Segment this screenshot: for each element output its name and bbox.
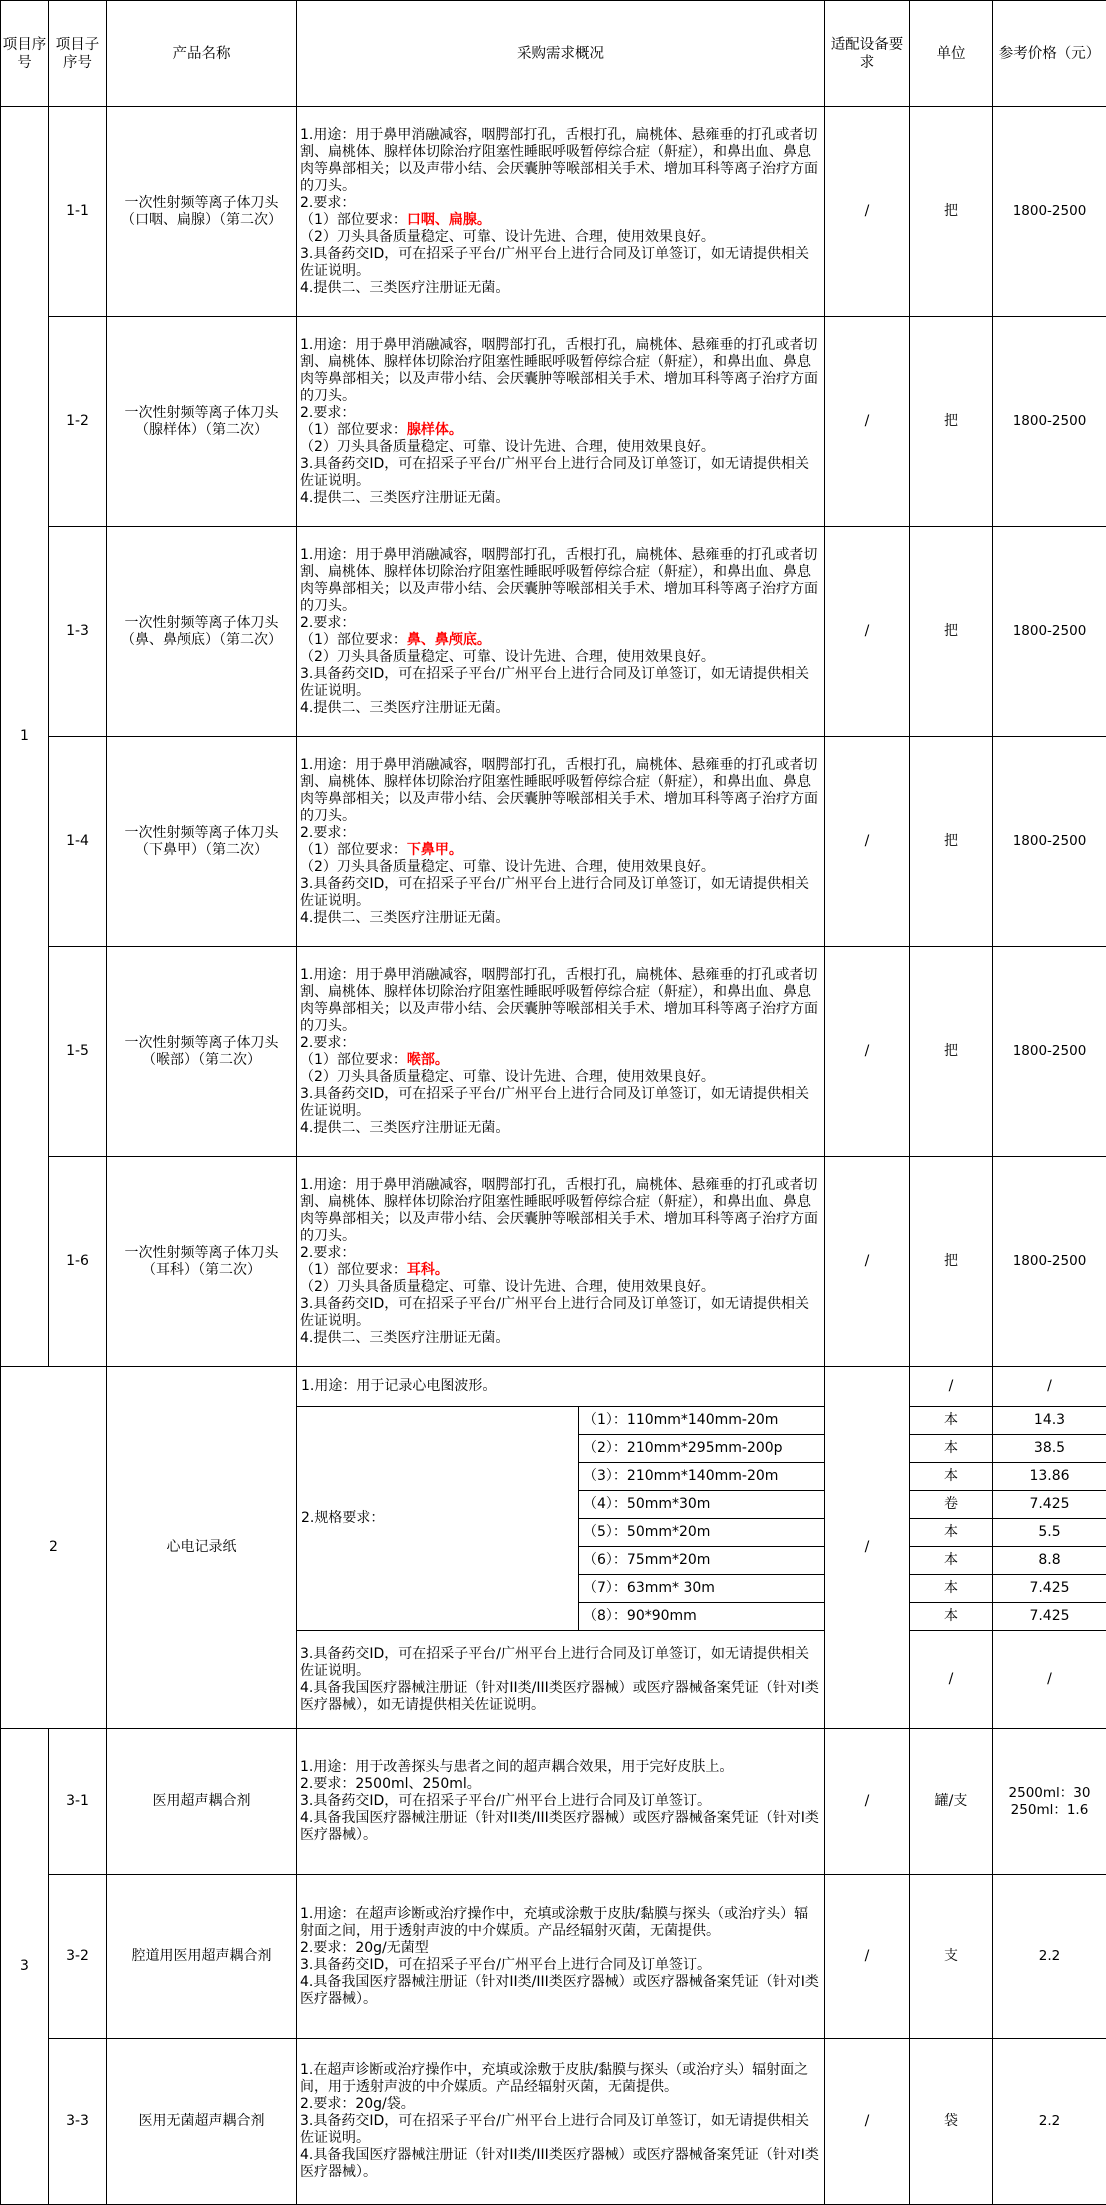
spec-label: 2.规格要求： — [297, 1407, 579, 1631]
unit: 把 — [910, 947, 993, 1157]
reference-price: 1800-2500 — [993, 1157, 1106, 1367]
spec-value: （8）：90*90mm — [579, 1603, 825, 1631]
requirement-text: 1.用途：用于鼻甲消融减容，咽腭部打孔，舌根打孔，扁桃体、悬雍垂的打孔或者切割、扁桃体、腺样体切除治疗阻塞性睡眠呼吸暂停综合症（鼾症），和鼻出血、鼻息肉等鼻部相关；以及声带小结、会厌囊肿等喉部相关手术、增加耳科等离子治疗方面的刀头。 2.要求： （1）部位要求：耳科。 （2）刀头具备质量稳定、可靠、设计先进、合理，使用效果良好。 3.具备药交ID，可在招采子平台/广州平台上进行合同及订单签订，如无请提供相关佐证说明。 4.提供二、三类医疗注册证无菌。 — [297, 1157, 825, 1367]
reference-price: 1800-2500 — [993, 107, 1106, 317]
reference-price: 2.2 — [993, 2039, 1106, 2205]
sub-no: 1-1 — [49, 107, 107, 317]
reference-price: 5.5 — [993, 1519, 1106, 1547]
col-header-project-no: 项目序号 — [1, 1, 49, 107]
unit: 本 — [910, 1407, 993, 1435]
unit: 本 — [910, 1435, 993, 1463]
device-requirement: / — [825, 1729, 910, 1875]
unit: 支 — [910, 1875, 993, 2039]
spec-value: （3）：210mm*140mm-20m — [579, 1463, 825, 1491]
unit: 本 — [910, 1575, 993, 1603]
table-row — [1, 737, 1106, 947]
col-header-requirements: 采购需求概况 — [297, 1, 825, 107]
product-name: 一次性射频等离子体刀头（腺样体）（第二次） — [107, 317, 297, 527]
sub-no: 3-3 — [49, 2039, 107, 2205]
unit: 本 — [910, 1547, 993, 1575]
project-no: 2 — [1, 1367, 107, 1729]
table-row — [1, 527, 1106, 737]
device-requirement: / — [825, 737, 910, 947]
requirement-text: 1.用途：在超声诊断或治疗操作中，充填或涂敷于皮肤/黏膜与探头（或治疗头）辐射面之间，用于透射声波的中介媒质。产品经辐射灭菌，无菌提供。 2.要求：20g/无菌型 3.具备药交ID，可在招采子平台/广州平台上进行合同及订单签订。 4.具备我国医疗器械注册证（针对II类/III类医疗器械）或医疗器械备案凭证（针对I类医疗器械）。 — [297, 1875, 825, 2039]
reference-price: / — [993, 1631, 1106, 1729]
reference-price: 1800-2500 — [993, 527, 1106, 737]
device-requirement: / — [825, 1875, 910, 2039]
sub-no: 3-2 — [49, 1875, 107, 2039]
product-name: 一次性射频等离子体刀头（鼻、鼻颅底）（第二次） — [107, 527, 297, 737]
reference-price: 2.2 — [993, 1875, 1106, 2039]
reference-price: 38.5 — [993, 1435, 1106, 1463]
device-requirement: / — [825, 1157, 910, 1367]
unit: 本 — [910, 1603, 993, 1631]
sub-no: 1-3 — [49, 527, 107, 737]
unit: 把 — [910, 107, 993, 317]
requirement-text: 3.具备药交ID，可在招采子平台/广州平台上进行合同及订单签订，如无请提供相关佐证说明。 4.具备我国医疗器械注册证（针对II类/III类医疗器械）或医疗器械备案凭证（针对I类医疗器械），如无请提供相关佐证说明。 — [297, 1631, 825, 1729]
device-requirement: / — [825, 317, 910, 527]
unit: 袋 — [910, 2039, 993, 2205]
unit: 本 — [910, 1519, 993, 1547]
product-name: 一次性射频等离子体刀头（喉部）（第二次） — [107, 947, 297, 1157]
unit: 本 — [910, 1463, 993, 1491]
table-row — [1, 1875, 1106, 2039]
table-row — [1, 947, 1106, 1157]
spec-value: （5）：50mm*20m — [579, 1519, 825, 1547]
unit: 把 — [910, 1157, 993, 1367]
table-row — [1, 1367, 1106, 1407]
unit: 把 — [910, 317, 993, 527]
unit: 卷 — [910, 1491, 993, 1519]
device-requirement: / — [825, 947, 910, 1157]
spec-value: （1）：110mm*140mm-20m — [579, 1407, 825, 1435]
product-name: 腔道用医用超声耦合剂 — [107, 1875, 297, 2039]
sub-no: 1-5 — [49, 947, 107, 1157]
device-requirement: / — [825, 2039, 910, 2205]
reference-price: 2500ml：30 250ml：1.6 — [993, 1729, 1106, 1875]
table-row — [1, 317, 1106, 527]
project-no: 1 — [1, 107, 49, 1367]
unit: / — [910, 1367, 993, 1407]
product-name: 心电记录纸 — [107, 1367, 297, 1729]
part-requirement: 鼻、鼻颅底。 — [407, 632, 491, 648]
col-header-price: 参考价格（元） — [993, 1, 1106, 107]
table-row — [1, 107, 1106, 317]
part-requirement: 喉部。 — [407, 1052, 449, 1068]
product-name: 一次性射频等离子体刀头（耳科）（第二次） — [107, 1157, 297, 1367]
table-row — [1, 2039, 1106, 2205]
reference-price: 7.425 — [993, 1575, 1106, 1603]
requirement-text: 1.用途：用于鼻甲消融减容，咽腭部打孔，舌根打孔，扁桃体、悬雍垂的打孔或者切割、扁桃体、腺样体切除治疗阻塞性睡眠呼吸暂停综合症（鼾症），和鼻出血、鼻息肉等鼻部相关；以及声带小结、会厌囊肿等喉部相关手术、增加耳科等离子治疗方面的刀头。 2.要求： （1）部位要求：鼻、鼻颅底。 （2）刀头具备质量稳定、可靠、设计先进、合理，使用效果良好。 3.具备药交ID，可在招采子平台/广州平台上进行合同及订单签订，如无请提供相关佐证说明。 4.提供二、三类医疗注册证无菌。 — [297, 527, 825, 737]
requirement-text: 1.用途：用于鼻甲消融减容，咽腭部打孔，舌根打孔，扁桃体、悬雍垂的打孔或者切割、扁桃体、腺样体切除治疗阻塞性睡眠呼吸暂停综合症（鼾症），和鼻出血、鼻息肉等鼻部相关；以及声带小结、会厌囊肿等喉部相关手术、增加耳科等离子治疗方面的刀头。 2.要求： （1）部位要求：口咽、扁腺。 （2）刀头具备质量稳定、可靠、设计先进、合理，使用效果良好。 3.具备药交ID，可在招采子平台/广州平台上进行合同及订单签订，如无请提供相关佐证说明。 4.提供二、三类医疗注册证无菌。 — [297, 107, 825, 317]
requirement-text: 1.用途：用于记录心电图波形。 — [297, 1367, 825, 1407]
reference-price: / — [993, 1367, 1106, 1407]
sub-no: 3-1 — [49, 1729, 107, 1875]
sub-no: 1-4 — [49, 737, 107, 947]
part-requirement: 下鼻甲。 — [407, 842, 463, 858]
reference-price: 7.425 — [993, 1491, 1106, 1519]
requirement-text: 1.用途：用于鼻甲消融减容，咽腭部打孔，舌根打孔，扁桃体、悬雍垂的打孔或者切割、扁桃体、腺样体切除治疗阻塞性睡眠呼吸暂停综合症（鼾症），和鼻出血、鼻息肉等鼻部相关；以及声带小结、会厌囊肿等喉部相关手术、增加耳科等离子治疗方面的刀头。 2.要求： （1）部位要求：喉部。 （2）刀头具备质量稳定、可靠、设计先进、合理，使用效果良好。 3.具备药交ID，可在招采子平台/广州平台上进行合同及订单签订，如无请提供相关佐证说明。 4.提供二、三类医疗注册证无菌。 — [297, 947, 825, 1157]
unit: 罐/支 — [910, 1729, 993, 1875]
table-row — [1, 1157, 1106, 1367]
spec-value: （6）：75mm*20m — [579, 1547, 825, 1575]
reference-price: 13.86 — [993, 1463, 1106, 1491]
col-header-device: 适配设备要求 — [825, 1, 910, 107]
device-requirement: / — [825, 107, 910, 317]
part-requirement: 口咽、扁腺。 — [407, 212, 491, 228]
reference-price: 1800-2500 — [993, 947, 1106, 1157]
requirement-text: 1.用途：用于鼻甲消融减容，咽腭部打孔，舌根打孔，扁桃体、悬雍垂的打孔或者切割、扁桃体、腺样体切除治疗阻塞性睡眠呼吸暂停综合症（鼾症），和鼻出血、鼻息肉等鼻部相关；以及声带小结、会厌囊肿等喉部相关手术、增加耳科等离子治疗方面的刀头。 2.要求： （1）部位要求：下鼻甲。 （2）刀头具备质量稳定、可靠、设计先进、合理，使用效果良好。 3.具备药交ID，可在招采子平台/广州平台上进行合同及订单签订，如无请提供相关佐证说明。 4.提供二、三类医疗注册证无菌。 — [297, 737, 825, 947]
requirement-text: 1.用途：用于改善探头与患者之间的超声耦合效果，用于完好皮肤上。 2.要求：2500ml、250ml。 3.具备药交ID，可在招采子平台/广州平台上进行合同及订单签订。 4.具备我国医疗器械注册证（针对II类/III类医疗器械）或医疗器械备案凭证（针对I类医疗器械）。 — [297, 1729, 825, 1875]
header-row — [1, 1, 1106, 107]
product-name: 一次性射频等离子体刀头（下鼻甲）（第二次） — [107, 737, 297, 947]
col-header-unit: 单位 — [910, 1, 993, 107]
part-requirement: 腺样体。 — [407, 422, 463, 438]
reference-price: 8.8 — [993, 1547, 1106, 1575]
spec-value: （4）：50mm*30m — [579, 1491, 825, 1519]
reference-price: 1800-2500 — [993, 317, 1106, 527]
sub-no: 1-6 — [49, 1157, 107, 1367]
product-name: 医用超声耦合剂 — [107, 1729, 297, 1875]
project-no: 3 — [1, 1729, 49, 2205]
col-header-sub-no: 项目子序号 — [49, 1, 107, 107]
sub-no: 1-2 — [49, 317, 107, 527]
table-row — [1, 1729, 1106, 1875]
spec-value: （7）：63mm* 30m — [579, 1575, 825, 1603]
unit: 把 — [910, 527, 993, 737]
reference-price: 14.3 — [993, 1407, 1106, 1435]
device-requirement: / — [825, 1367, 910, 1729]
product-name: 一次性射频等离子体刀头（口咽、扁腺）（第二次） — [107, 107, 297, 317]
product-name: 医用无菌超声耦合剂 — [107, 2039, 297, 2205]
reference-price: 1800-2500 — [993, 737, 1106, 947]
part-requirement: 耳科。 — [407, 1262, 449, 1278]
unit: 把 — [910, 737, 993, 947]
unit: / — [910, 1631, 993, 1729]
spec-value: （2）：210mm*295mm-200p — [579, 1435, 825, 1463]
requirement-text: 1.在超声诊断或治疗操作中，充填或涂敷于皮肤/黏膜与探头（或治疗头）辐射面之间，用于透射声波的中介媒质。产品经辐射灭菌，无菌提供。 2.要求：20g/袋。 3.具备药交ID，可在招采子平台/广州平台上进行合同及订单签订，如无请提供相关佐证说明。 4.具备我国医疗器械注册证（针对II类/III类医疗器械）或医疗器械备案凭证（针对I类医疗器械）。 — [297, 2039, 825, 2205]
col-header-product-name: 产品名称 — [107, 1, 297, 107]
device-requirement: / — [825, 527, 910, 737]
requirement-text: 1.用途：用于鼻甲消融减容，咽腭部打孔，舌根打孔，扁桃体、悬雍垂的打孔或者切割、扁桃体、腺样体切除治疗阻塞性睡眠呼吸暂停综合症（鼾症），和鼻出血、鼻息肉等鼻部相关；以及声带小结、会厌囊肿等喉部相关手术、增加耳科等离子治疗方面的刀头。 2.要求： （1）部位要求：腺样体。 （2）刀头具备质量稳定、可靠、设计先进、合理，使用效果良好。 3.具备药交ID，可在招采子平台/广州平台上进行合同及订单签订，如无请提供相关佐证说明。 4.提供二、三类医疗注册证无菌。 — [297, 317, 825, 527]
reference-price: 7.425 — [993, 1603, 1106, 1631]
